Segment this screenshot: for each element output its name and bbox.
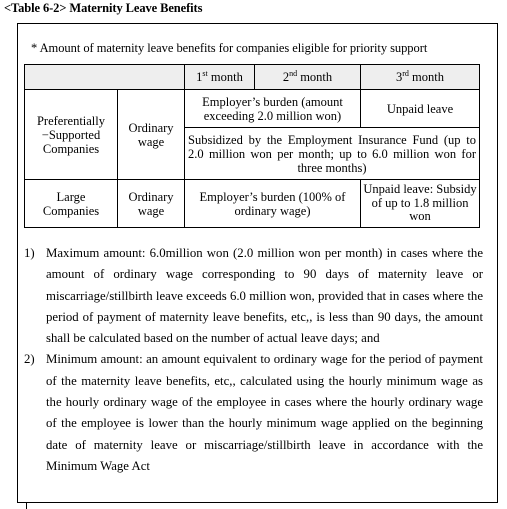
header-month-3: 3rd month bbox=[361, 65, 480, 90]
header-blank-cell bbox=[25, 65, 185, 90]
priority-support-note: * Amount of maternity leave benefits for companies eligible for priority support bbox=[31, 41, 428, 55]
large-unpaid-leave-cell: Unpaid leave: Subsidy of up to 1.8 million won bbox=[361, 180, 480, 228]
header-row bbox=[25, 65, 480, 90]
maternity-benefits-table bbox=[24, 64, 480, 228]
large-companies-cell: Large Companies bbox=[25, 180, 118, 228]
header-month-2: 2nd month bbox=[255, 65, 361, 90]
preferential-wage-cell: Ordinary wage bbox=[118, 90, 185, 180]
large-wage-cell: Ordinary wage bbox=[118, 180, 185, 228]
preferential-unpaid-leave-cell: Unpaid leave bbox=[361, 90, 480, 128]
footnote-maximum bbox=[24, 243, 483, 349]
footnote-list bbox=[24, 243, 483, 477]
footnote-number: 1) bbox=[24, 246, 35, 260]
footnote-text: Minimum amount: an amount equivalent to ordinary wage for the period of payment of the maternity leave benefits, etc,, calculated using the hourly minimum wage as the hourly ordinary wage of the employee in cases where the hourly ordinary wage of the employee is lower than the hourly minimum wage applied on the beginning date of maternity leave or miscarriage/stillbirth leave in accordance with the Minimum Wage Act bbox=[46, 352, 483, 473]
large-companies-row bbox=[25, 180, 480, 228]
preferential-companies-cell: Preferentially −Supported Companies bbox=[25, 90, 118, 180]
preferential-employer-burden-cell: Employer’s burden (amount exceeding 2.0 million won) bbox=[185, 90, 361, 128]
header-month-1: 1st month bbox=[185, 65, 255, 90]
large-employer-burden-cell: Employer’s burden (100% of ordinary wage) bbox=[185, 180, 361, 228]
preferential-subsidy-cell: Subsidized by the Employment Insurance Fund (up to 2.0 million won per month; up to 6.0 million won for three months) bbox=[185, 128, 480, 180]
footnote-number: 2) bbox=[24, 352, 35, 367]
table-caption: <Table 6-2> Maternity Leave Benefits bbox=[4, 1, 203, 15]
footnote-minimum bbox=[24, 349, 483, 477]
frame-stub-line bbox=[26, 502, 27, 509]
preferential-row bbox=[25, 90, 480, 128]
footnote-text: Maximum amount: 6.0million won (2.0 million won per month) in cases where the amount of ordinary wage corresponding to 90 days of maternity leave or miscarriage/stillbirth leave exceeds 6.0 million won, provided that in cases where the period of payment of maternity leave benefits, etc,, is less than 90 days, the amount shall be calculated based on the number of actual leave days; and bbox=[46, 246, 483, 346]
